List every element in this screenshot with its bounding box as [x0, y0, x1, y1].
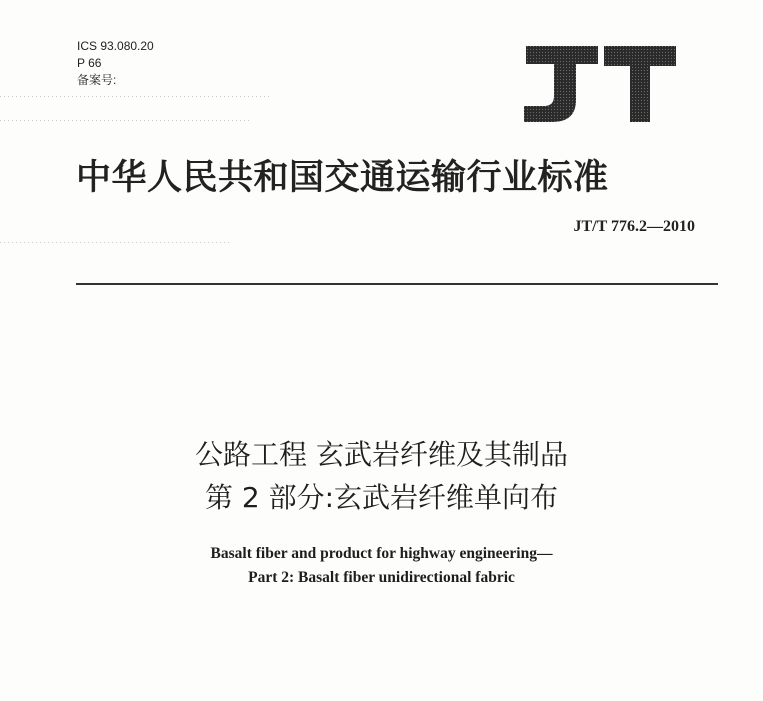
chinese-title-line-1: 公路工程 玄武岩纤维及其制品: [195, 438, 568, 471]
classification-code: P 66: [77, 56, 102, 70]
document-metadata: [77, 38, 154, 89]
standard-number: JT/T 776.2—2010: [573, 218, 695, 235]
issuing-organization: 中华人民共和国交通运输行业标准: [76, 158, 609, 198]
english-title-line-1: Basalt fiber and product for highway engineering—: [210, 545, 553, 562]
scan-noise: [0, 120, 250, 121]
chinese-title-line-2: 第 2 部分:玄武岩纤维单向布: [204, 481, 559, 514]
scan-noise: [0, 242, 230, 243]
jt-logo: [520, 42, 680, 126]
filing-number-label: 备案号:: [77, 73, 117, 87]
scan-noise: [0, 96, 270, 97]
ics-code: ICS 93.080.20: [77, 39, 154, 53]
english-title-line-2: Part 2: Basalt fiber unidirectional fabric: [248, 569, 515, 586]
header-divider: [76, 283, 718, 285]
